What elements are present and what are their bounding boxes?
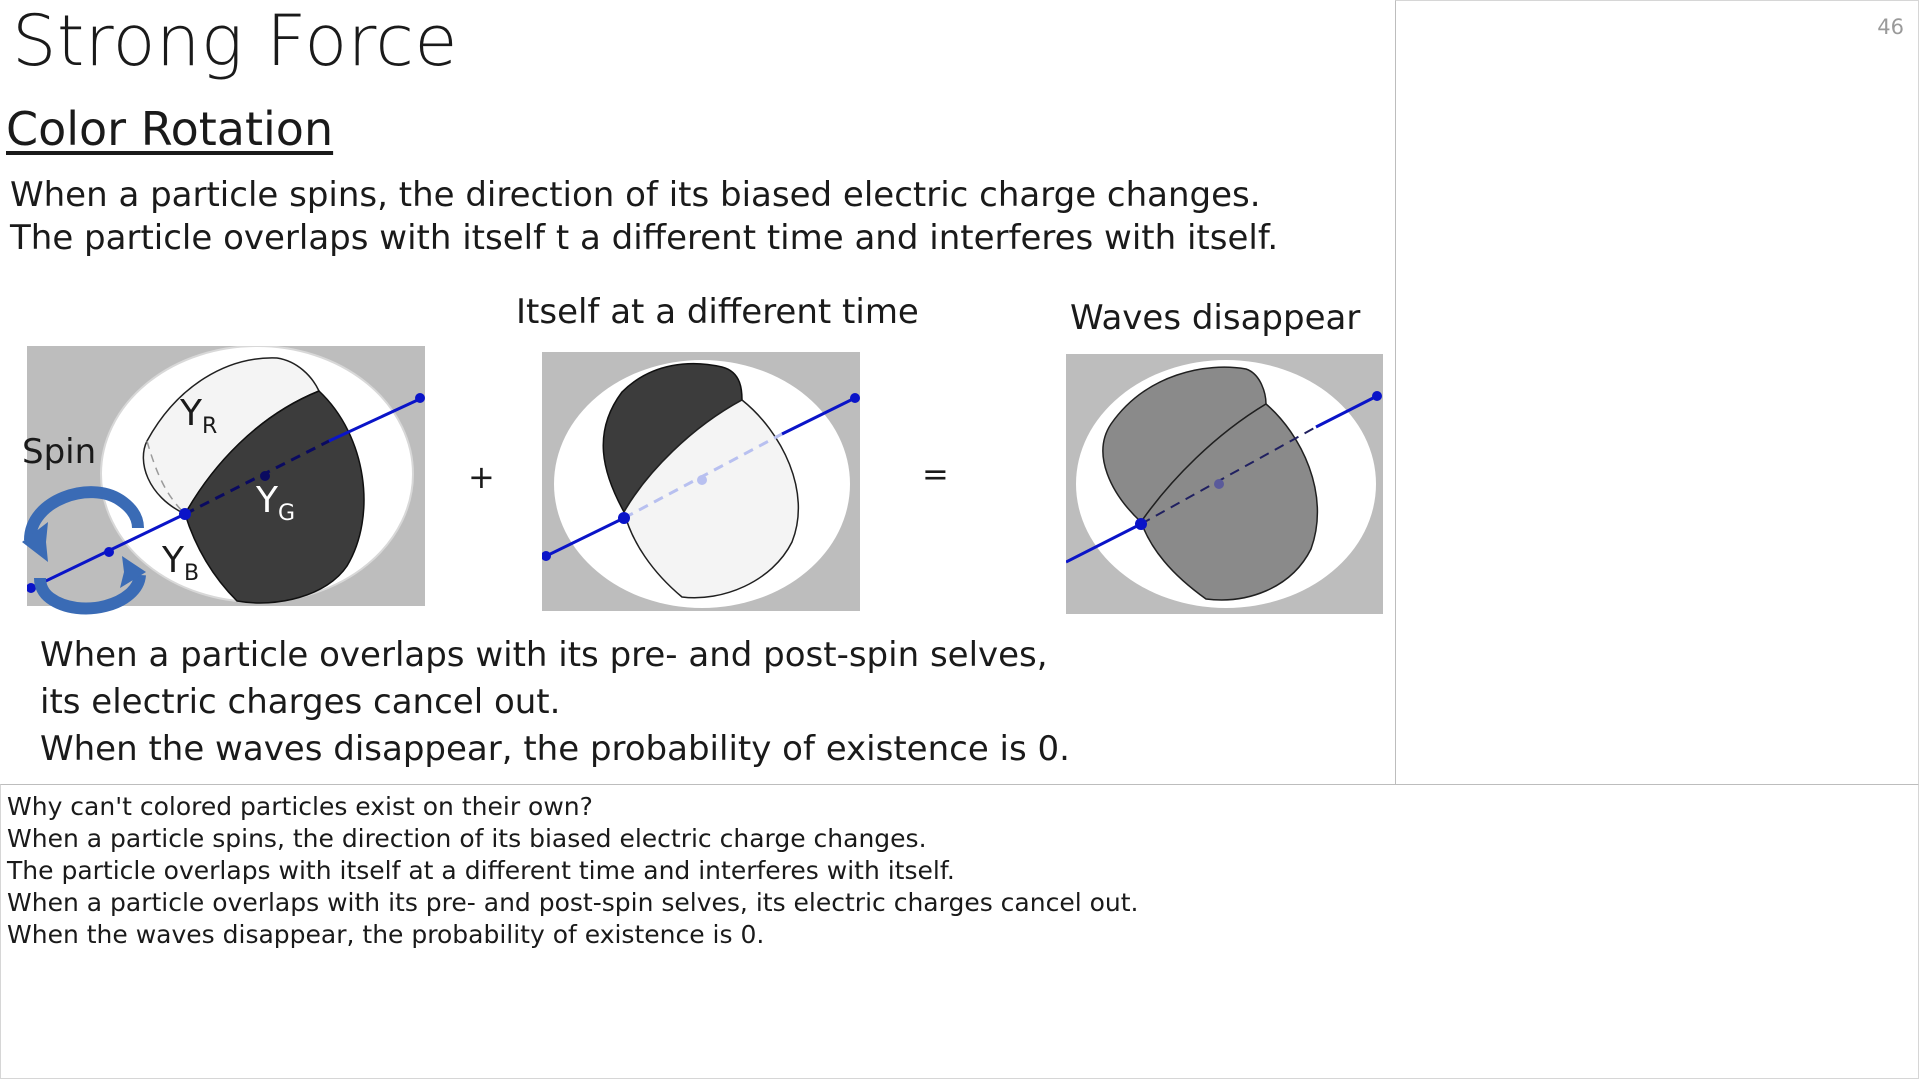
page-number: 46 (1877, 15, 1904, 39)
sphere-panel-rotated (542, 352, 860, 611)
spin-label: Spin (22, 432, 97, 472)
label-yr-sub: R (202, 414, 218, 440)
label-yb-sub: B (184, 561, 200, 587)
notes-line-4: When a particle overlaps with its pre- and post-spin selves, its electric charges cancel out. (7, 888, 1139, 917)
slide-subtitle: Color Rotation (6, 102, 334, 156)
caption-middle: Itself at a different time (516, 292, 919, 332)
label-yg-main: Y (256, 480, 278, 521)
slide-title: Strong Force (12, 0, 458, 82)
notes-line-1: Why can't colored particles exist on their own? (7, 792, 593, 821)
spin-arrows-icon (20, 480, 150, 620)
caption-right: Waves disappear (1070, 298, 1361, 338)
intro-text (10, 174, 1278, 260)
plus-sign: + (468, 458, 495, 496)
notes-line-5: When the waves disappear, the probability of existence is 0. (7, 920, 765, 949)
label-yr (180, 393, 217, 439)
outro-text (40, 632, 1070, 773)
outro-line-2: its electric charges cancel out. (40, 682, 561, 722)
side-panel (1395, 0, 1919, 784)
outro-line-1: When a particle overlaps with its pre- and post-spin selves, (40, 635, 1048, 675)
intro-line-2: The particle overlaps with itself t a different time and interferes with itself. (10, 218, 1279, 258)
label-yb (162, 540, 199, 586)
sphere-result-figure (1066, 354, 1383, 614)
speaker-notes[interactable] (0, 784, 1919, 1079)
label-yb-main: Y (162, 540, 184, 581)
sphere-panel-result (1066, 354, 1383, 614)
label-yg-sub: G (278, 501, 296, 527)
equals-sign: = (922, 455, 949, 493)
sphere-rotated-figure (542, 352, 860, 611)
intro-line-1: When a particle spins, the direction of its biased electric charge changes. (10, 175, 1261, 215)
outro-line-3: When the waves disappear, the probability of existence is 0. (40, 729, 1070, 769)
notes-line-2: When a particle spins, the direction of its biased electric charge changes. (7, 824, 927, 853)
label-yg (256, 480, 295, 526)
notes-line-3: The particle overlaps with itself at a different time and interferes with itself. (7, 856, 955, 885)
label-yr-main: Y (180, 393, 202, 434)
